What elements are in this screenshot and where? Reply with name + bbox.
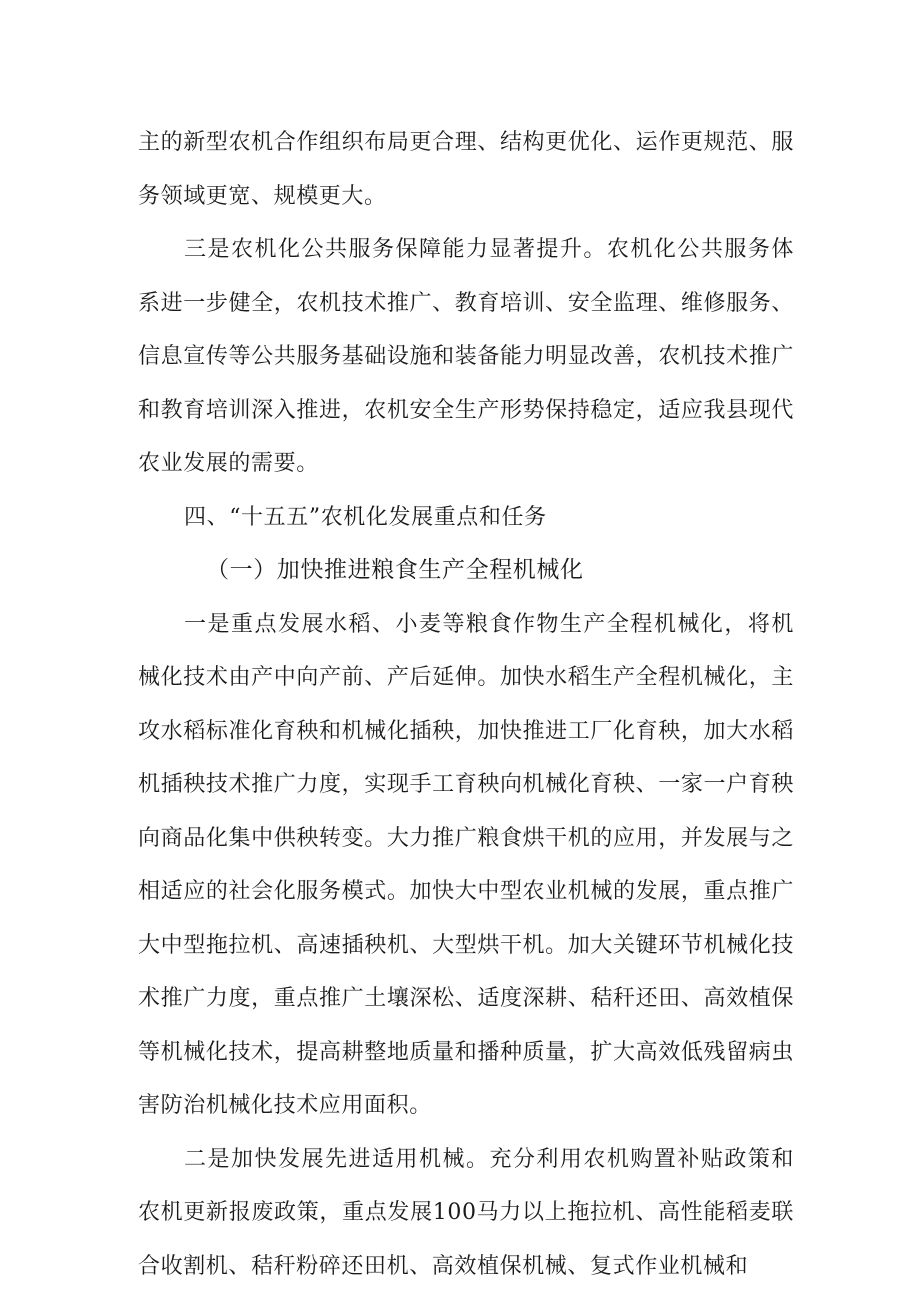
paragraph-continuation: 主的新型农机合作组织布局更合理、结构更优化、运作更规范、服务领域更宽、规模更大。 bbox=[138, 130, 794, 209]
document-body bbox=[138, 116, 794, 1293]
subsection-heading: （一）加快推进粮食生产全程机械化 bbox=[206, 557, 584, 583]
section-heading: 四、“十五五”农机化发展重点和任务 bbox=[184, 504, 547, 530]
paragraph-advanced-machinery: 二是加快发展先进适用机械。充分利用农机购置补贴政策和农机更新报废政策，重点发展100马力以上拖拉机、高性能稻麦联合收割机、秸秆粉碎还田机、高效植保机械、复式作业机械和 bbox=[138, 1146, 794, 1279]
paragraph-public-service: 三是农机化公共服务保障能力显著提升。农机化公共服务体系进一步健全，农机技术推广、教育培训、安全监理、维修服务、信息宣传等公共服务基础设施和装备能力明显改善，农机技术推广和教育培训深入推进，农机安全生产形势保持稳定，适应我县现代农业发展的需要。 bbox=[138, 237, 794, 476]
paragraph-grain-mechanization: 一是重点发展水稻、小麦等粮食作物生产全程机械化，将机械化技术由产中向产前、产后延伸。加快水稻生产全程机械化，主攻水稻标准化育秧和机械化插秧，加快推进工厂化育秧，加大水稻机插秧技术推广力度，实现手工育秧向机械化育秧、一家一户育秧向商品化集中供秧转变。大力推广粮食烘干机的应用，并发展与之相适应的社会化服务模式。加快大中型农业机械的发展，重点推广大中型拖拉机、高速插秧机、大型烘干机。加大关键环节机械化技术推广力度，重点推广土壤深松、适度深耕、秸秆还田、高效植保等机械化技术，提高耕整地质量和播种质量，扩大高效低残留病虫害防治机械化技术应用面积。 bbox=[138, 611, 794, 1118]
